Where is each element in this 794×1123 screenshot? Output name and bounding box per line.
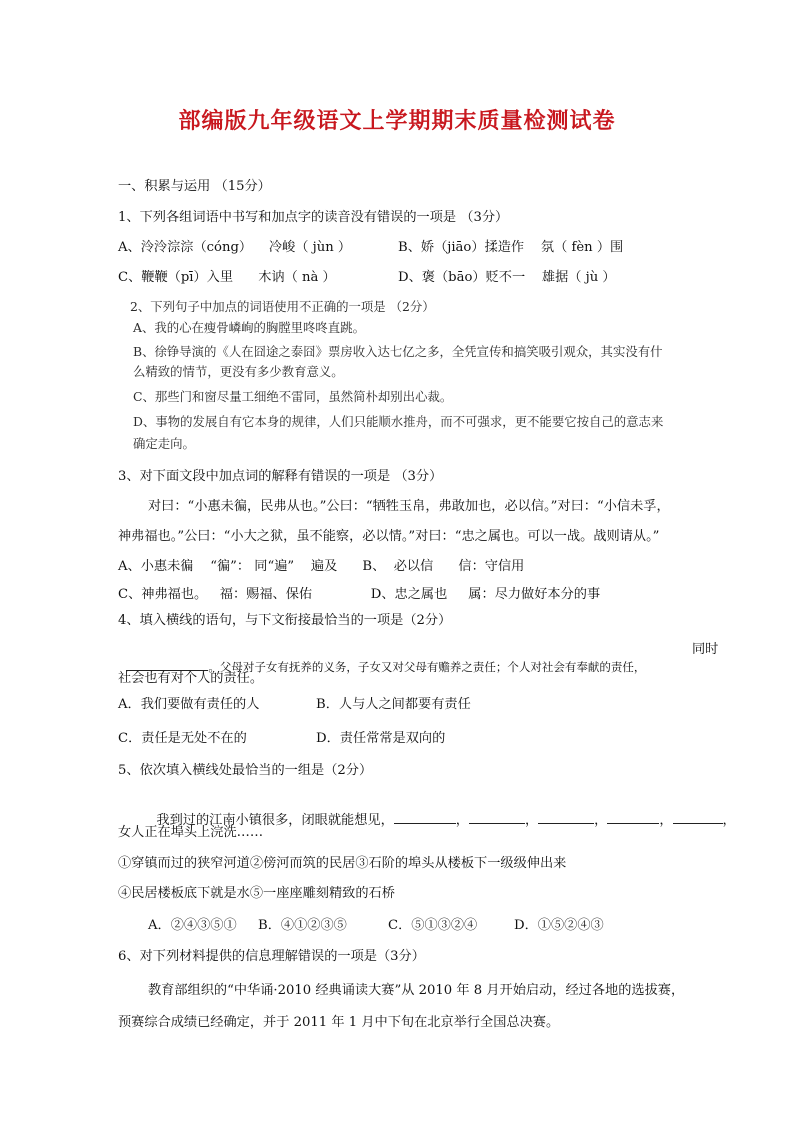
q4-passage-line1: 。父母对子女有抚养的义务，子女又对父母有赡养之责任；个人对社会有奉献的责任，	[208, 660, 646, 674]
q5-option-b: B．④①②③⑤	[258, 918, 347, 933]
q2-option-c: C、那些门和窗尽量工细绝不雷同，虽然简朴却别出心裁。	[133, 389, 453, 404]
q4-option-d: D．责任常常是双向的	[316, 731, 446, 746]
q6-passage-line1: 教育部组织的“中华诵·2010 经典诵读大赛”从 2010 年 8 月开始启动，经过各地的选拔赛，	[148, 983, 685, 998]
q2-option-d-line1: D、事物的发展自有它本身的规律，人们只能顺水推舟，而不可强求，更不能要它按自己的意志来	[133, 414, 664, 429]
q4-option-b: B．人与人之间都要有责任	[316, 697, 471, 712]
q5-passage-line1: 我到过的江南小镇很多，闭眼就能想见， ， ， ， ， ，	[156, 813, 736, 828]
q5-items-line1: ①穿镇而过的狭窄河道②傍河而筑的民居③石阶的埠头从楼板下一级级伸出来	[118, 856, 567, 871]
q5-option-d: D．①⑤②④③	[514, 918, 604, 933]
q2-option-d-line2: 确定走向。	[133, 436, 195, 451]
q5-passage-text: 我到过的江南小镇很多，闭眼就能想见，	[156, 813, 394, 828]
q4-blank	[126, 658, 208, 671]
q1-option-c: C、鞭鞭（pī）入里 木讷（ nà ）	[118, 270, 336, 285]
q1-option-d: D、褒（bāo）贬不一 雄据（ jù ）	[398, 270, 616, 285]
q3-options-ab: A、小惠未徧 “徧”： 同“遍” 遍及 B、 必以信 信：守信用	[118, 559, 525, 574]
q4-option-c: C．责任是无处不在的	[118, 731, 247, 746]
q5-blank-3	[538, 811, 594, 824]
q5-passage-line2: 女人正在埠头上浣洗……	[118, 825, 264, 840]
q1-option-a: A、泠泠淙淙（cóng） 冷峻（ jùn ）	[118, 240, 352, 255]
q3-passage-line1: 对曰：“小惠未徧，民弗从也。”公曰：“牺牲玉帛，弗敢加也，必以信。”对曰：“小信未孚，	[148, 499, 670, 514]
q2-stem: 2、下列句子中加点的词语使用不正确的一项是 （2分）	[130, 299, 435, 314]
q5-blank-1	[394, 811, 456, 824]
q4-passage-line1-end: 同时	[692, 642, 719, 657]
q6-stem: 6、对下列材料提供的信息理解错误的一项是（3分）	[118, 949, 425, 964]
q3-stem: 3、对下面文段中加点词的解释有错误的一项是 （3分）	[118, 469, 443, 484]
q5-option-c: C．⑤①③②④	[388, 918, 478, 933]
q2-option-a: A、我的心在瘦骨嶙峋的胸膛里咚咚直跳。	[133, 320, 365, 335]
q1-option-b: B、娇（jiāo）揉造作 氛（ fèn ）围	[398, 240, 624, 255]
q5-blank-5	[673, 811, 723, 824]
q3-options-cd: C、神弗福也。 福：赐福、保佑 D、忠之属也 属：尽力做好本分的事	[118, 587, 601, 602]
q2-option-b-line2: 么精致的情节，更没有多少教育意义。	[133, 364, 344, 379]
q1-stem: 1、下列各组词语中书写和加点字的读音没有错误的一项是 （3分）	[118, 210, 509, 225]
q5-blank-2	[469, 811, 525, 824]
q5-items-line2: ④民居楼板底下就是水⑤一座座雕刻精致的石桥	[118, 886, 395, 901]
q5-stem: 5、依次填入横线处最恰当的一组是（2分）	[118, 763, 373, 778]
q6-passage-line2: 预赛综合成绩已经确定，并于 2011 年 1 月中下旬在北京举行全国总决赛。	[118, 1015, 560, 1030]
q4-stem: 4、填入横线的语句，与下文衔接最恰当的一项是（2分）	[118, 613, 452, 628]
q5-blank-4	[607, 811, 659, 824]
section-heading: 一、积累与运用 （15分）	[118, 179, 271, 194]
q5-option-a: A．②④③⑤①	[148, 918, 237, 933]
q2-option-b-line1: B、徐铮导演的《人在囧途之泰囧》票房收入达七亿之多，全凭宣传和搞笑吸引观众，其实没有什	[133, 344, 663, 359]
page-title: 部编版九年级语文上学期期末质量检测试卷	[178, 109, 616, 134]
q4-option-a: A．我们要做有责任的人	[118, 697, 260, 712]
q4-passage-line2: 社会也有对个人的责任。	[118, 671, 264, 686]
q3-passage-line2: 神弗福也。”公曰：“小大之狱，虽不能察，必以情。”对曰：“忠之属也。可以一战。战则请从。”	[118, 529, 660, 544]
